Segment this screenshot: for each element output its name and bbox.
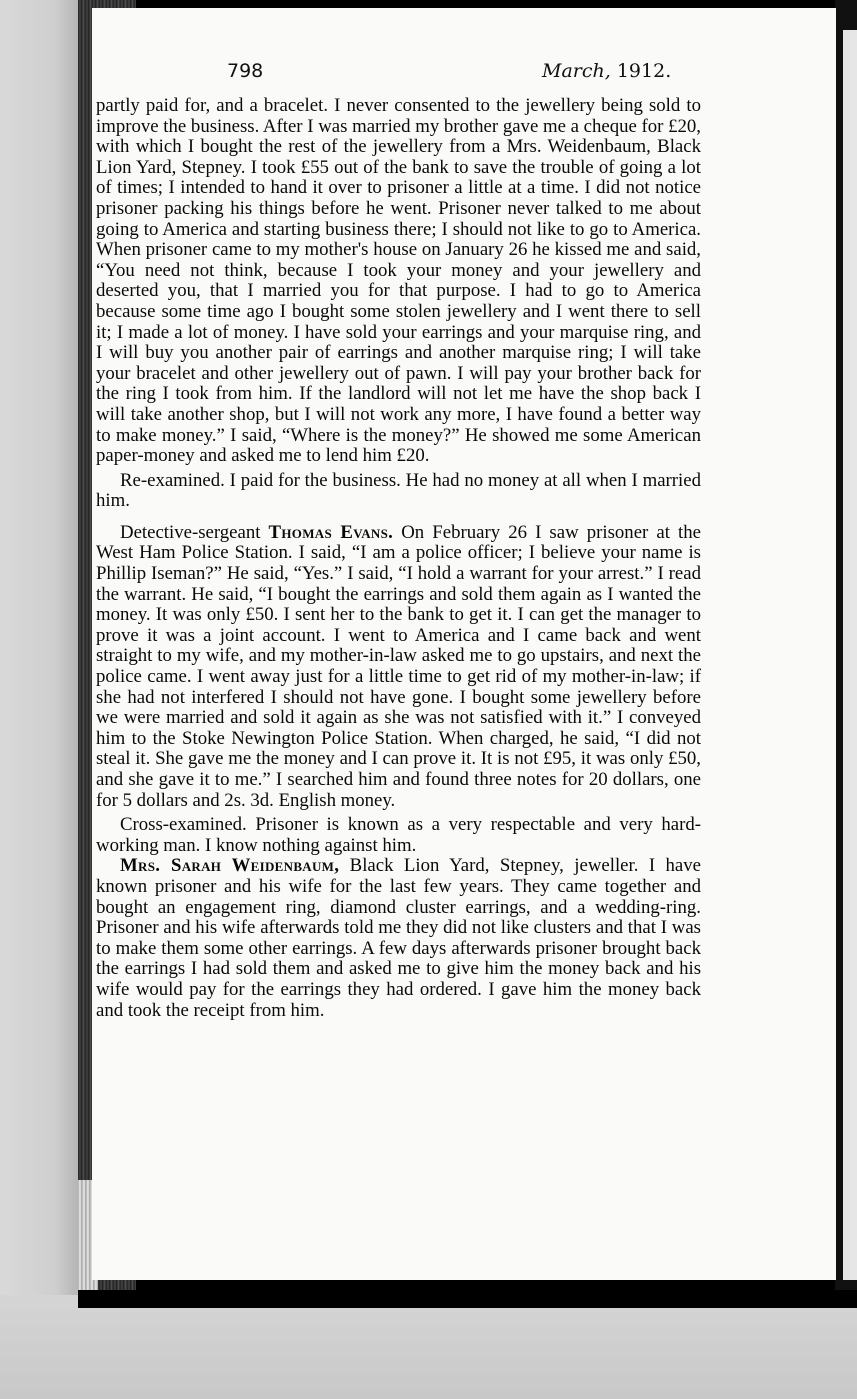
book-bottom-edge [78, 1290, 857, 1308]
running-title-month: March, [542, 60, 611, 82]
paragraph [96, 856, 701, 1021]
paragraph: partly paid for, and a bracelet. I never consented to the jewellery being sold to improve the business. After I was married my brother gave me a cheque for £20, with which I bought the rest of the jewellery from a Mrs. Weidenbaum, Black Lion Yard, Stepney. I took £55 out of the bank to save the trouble of going a lot of times; I intended to hand it over to prisoner a little at a time. I did not notice prisoner packing his things before he went. Prisoner never talked to me about going to America and starting business there; I should not like to go to America. When prisoner came to my mother's house on January 26 he kissed me and said, “You need not think, because I took your money and your jewellery and deserted you, that I married you for that purpose. I had to go to America because some time ago I bought some stolen jewellery and I went there to sell it; I made a lot of money. I have sold your earrings and your marquise ring, and I will buy you another pair of earrings and another marquise ring; I will take your bracelet and other jewellery out of pawn. I will pay your brother back for the ring I took from him. If the landlord will not let me have the shop back I will take another shop, but I will not work any more, I have found a better way to make money.” I said, “Where is the money?” He showed me some American paper-money and asked me to lend him £20. [96, 95, 701, 467]
witness-name: Thomas Evans. [268, 521, 394, 543]
facing-page-edge [843, 30, 857, 1280]
testimony-text: Black Lion Yard, Stepney, jeweller. I have known prisoner and his wife for the last few years. They came together and bought an engagement ring, diamond cluster earrings, and a wedding-ring. Prisoner and his wife afterwards told me they did not like clusters and that I was to make them some other earrings. A few days afterwards prisoner brought back the earrings I had sold them and asked me to give him the money back and his wife would pay for the earrings they had ordered. I gave him the money back and took the receipt from him. [96, 855, 701, 1021]
page-body [96, 96, 701, 1021]
page-number: 798 [227, 60, 264, 82]
running-title [542, 60, 671, 82]
witness-name: Mrs. Sarah Weidenbaum, [120, 855, 340, 877]
witness-lead: Detective-sergeant [120, 521, 269, 543]
scan-background-left [0, 0, 78, 1399]
paragraph: Cross-examined. Prisoner is known as a very respectable and very hard-working man. I know nothing against him. [96, 814, 701, 856]
scan-background-bottom [0, 1295, 857, 1399]
running-title-year: 1912. [616, 60, 672, 82]
page-header [187, 60, 816, 96]
paragraph [96, 523, 701, 811]
testimony-text: On February 26 I saw prisoner at the West Ham Police Station. I said, “I am a police officer; I believe your name is Phillip Iseman?” He said, “Yes.” I said, “I hold a warrant for your arrest.” I read the warrant. He said, “I bought the earrings and sold them again as I wanted the money. It was only £50. I sent her to the bank to get it. I can get the manager to prove it was a joint account. I went to America and I came back and went straight to my wife, and my mother-in-law asked me to go upstairs, and next the police came. I went away just for a little time to get rid of my mother-in-law; if she had not interfered I should not have gone. I bought some jewellery before we were married and sold it again as she was not satisfied with it.” I conveyed him to the Stoke Newington Police Station. When charged, he said, “I did not steal it. She gave me the money and I can prove it. It is not £95, it was only £50, and she gave it to me.” I searched him and found three notes for 20 dollars, one for 5 dollars and 2s. 3d. English money. [96, 521, 701, 811]
paragraph: Re-examined. I paid for the business. He had no money at all when I married him. [96, 469, 701, 512]
